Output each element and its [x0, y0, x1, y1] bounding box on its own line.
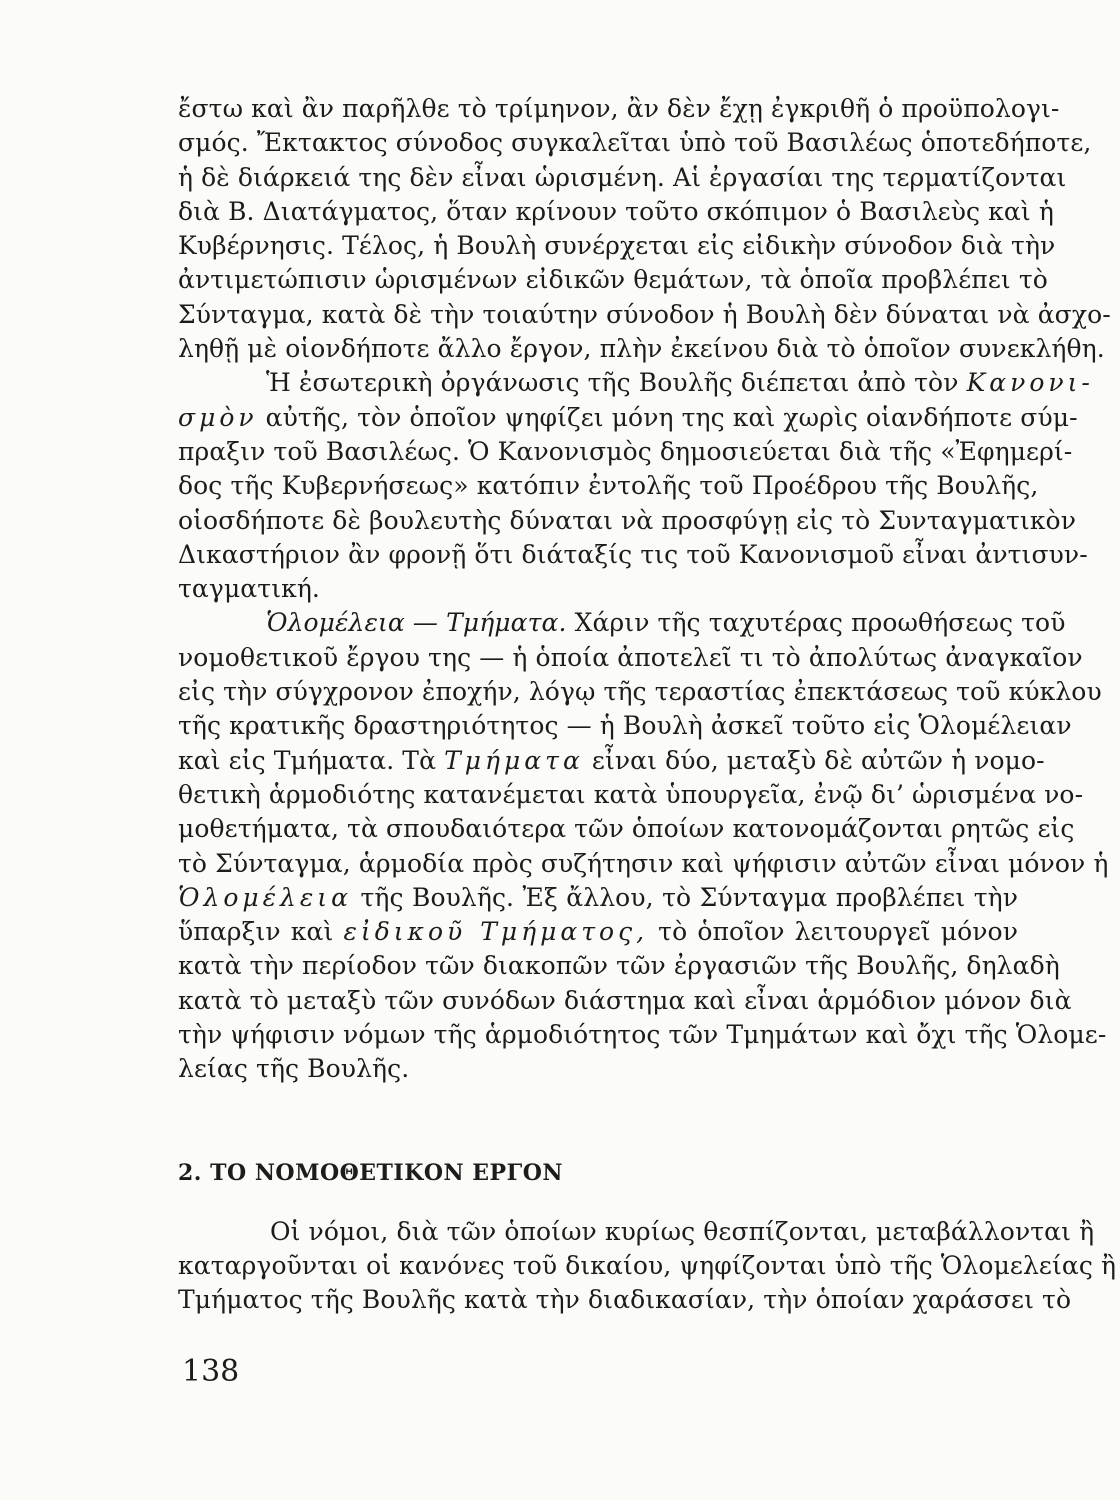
text-line: δος τῆς Κυβερνήσεως» κατόπιν ἐντολῆς τοῦ Προέδρου τῆς Βουλῆς, [178, 471, 1039, 501]
text-run: τὸ ὁποῖον λειτουργεῖ μόνον [658, 917, 1019, 947]
text-line: ταγματική. [178, 574, 320, 604]
text-run: καὶ εἰς Τμήματα. Τὰ [178, 745, 437, 775]
text-line: διὰ Β. Διατάγματος, ὅταν κρίνουν τοῦτο σκόπιμον ὁ Βασιλεὺς καὶ ἡ [178, 196, 1054, 226]
text-line: Κυβέρνησις. Τέλος, ἡ Βουλὴ συνέρχεται εἰς εἰδικὴν σύνοδον διὰ τὴν [178, 231, 1056, 261]
text-line: Οἱ νόμοι, διὰ τῶν ὁποίων κυρίως θεσπίζονται, μεταβάλλονται ἢ [270, 1216, 1095, 1246]
paragraph-2 [178, 366, 1094, 606]
text-line: μοθετήματα, τὰ σπουδαιότερα τῶν ὁποίων κατονομάζονται ρητῶς εἰς [178, 814, 1075, 844]
emphasis-term: Ὁλομέλεια [178, 882, 352, 912]
page-number: 138 [182, 1354, 240, 1389]
text-line: τῆς κρατικῆς δραστηριότητος — ἡ Βουλὴ ἀσκεῖ τοῦτο εἰς Ὁλομέλειαν [178, 711, 1072, 741]
page-body [178, 92, 1117, 1318]
text-line: νομοθετικοῦ ἔργου της — ἡ ὁποία ἀποτελεῖ τι τὸ ἀπολύτως ἀναγκαῖον [178, 642, 1083, 672]
text-line: Σύνταγμα, κατὰ δὲ τὴν τοιαύτην σύνοδον ἡ Βουλὴ δὲν δύναται νὰ ἀσχο- [178, 299, 1111, 329]
text-line [178, 366, 1094, 400]
emphasis-term: σμὸν [178, 402, 258, 432]
text-line: σμός. Ἔκτακτος σύνοδος συγκαλεῖται ὑπὸ τοῦ Βασιλέως ὁποτεδήποτε, [178, 128, 1092, 158]
text-line [178, 606, 1066, 640]
paragraph-3 [178, 606, 1109, 1086]
text-line: τὸ Σύνταγμα, ἁρμοδία πρὸς συζήτησιν καὶ ψήφισιν αὐτῶν εἶναι μόνον ἡ [178, 848, 1109, 878]
text-line [178, 744, 1045, 778]
emphasis-term: εἰδικοῦ Τμήματος, [343, 917, 649, 947]
text-line: πραξιν τοῦ Βασιλέως. Ὁ Κανονισμὸς δημοσιεύεται διὰ τῆς «Ἐφημερί- [178, 436, 1073, 466]
text-run: εἶναι δύο, μεταξὺ δὲ αὐτῶν ἡ νομο- [591, 745, 1045, 775]
section-heading: 2. ΤΟ ΝΟΜΟΘΕΤΙΚΟΝ ΕΡΓΟΝ [178, 1159, 563, 1186]
text-line: Τμήματος τῆς Βουλῆς κατὰ τὴν διαδικασίαν, τὴν ὁποίαν χαράσσει τὸ [178, 1285, 1072, 1315]
text-run: Χάριν τῆς ταχυτέρας προωθήσεως τοῦ [574, 608, 1066, 638]
text-line [178, 915, 1018, 949]
text-run: αὐτῆς, τὸν ὁποῖον ψηφίζει μόνη της καὶ χωρὶς οἱανδήποτε σύμ- [265, 402, 1078, 432]
text-line: κατὰ τὴν περίοδον τῶν διακοπῶν τῶν ἐργασιῶν τῆς Βουλῆς, δηλαδὴ [178, 951, 1060, 981]
text-line: λείας τῆς Βουλῆς. [178, 1054, 410, 1084]
text-line: ἔστω καὶ ἂν παρῆλθε τὸ τρίμηνον, ἂν δὲν ἔχῃ ἐγκριθῆ ὁ προϋπολογι- [178, 94, 1060, 123]
emphasis-term: Κανονι- [966, 368, 1094, 398]
paragraph-1 [178, 92, 1111, 366]
text-line: τὴν ψήφισιν νόμων τῆς ἁρμοδιότητος τῶν Τμημάτων καὶ ὄχι τῆς Ὁλομε- [178, 1020, 1107, 1050]
text-line: ἡ δὲ διάρκειά της δὲν εἶναι ὡρισμένη. Αἱ ἐργασίαι της τερματίζονται [178, 162, 1067, 192]
text-line: κατὰ τὸ μεταξὺ τῶν συνόδων διάστημα καὶ εἶναι ἁρμόδιον μόνον διὰ [178, 985, 1072, 1015]
text-line [178, 881, 1018, 915]
section-paragraph [178, 1215, 1117, 1318]
emphasis-term: Τμήματα [444, 745, 584, 775]
text-line: καταργοῦνται οἱ κανόνες τοῦ δικαίου, ψηφίζονται ὑπὸ τῆς Ὁλομελείας ἢ [178, 1250, 1117, 1280]
text-line: ληθῇ μὲ οἱονδήποτε ἄλλο ἔργον, πλὴν ἐκείνου διὰ τὸ ὁποῖον συνεκλήθη. [178, 334, 1105, 364]
text-run: Ἡ ἐσωτερικὴ ὀργάνωσις τῆς Βουλῆς διέπεται ἀπὸ τὸν [266, 368, 959, 398]
text-run: ὕπαρξιν καὶ [178, 917, 334, 947]
text-line: οἱοσδήποτε δὲ βουλευτὴς δύναται νὰ προσφύγῃ εἰς τὸ Συνταγματικὸν [178, 505, 1077, 535]
subsection-title: Ὁλομέλεια — Τμήματα. [266, 608, 567, 638]
text-line: θετικὴ ἁρμοδιότης κατανέμεται κατὰ ὑπουργεῖα, ἐνῷ δι’ ὡρισμένα νο- [178, 779, 1084, 809]
text-line: Δικαστήριον ἂν φρονῇ ὅτι διάταξίς τις τοῦ Κανονισμοῦ εἶναι ἀντισυν- [178, 539, 1088, 569]
text-line: ἀντιμετώπισιν ὡρισμένων εἰδικῶν θεμάτων, τὰ ὁποῖα προβλέπει τὸ [178, 265, 1048, 295]
text-line [178, 401, 1078, 435]
text-line: εἰς τὴν σύγχρονον ἐποχήν, λόγῳ τῆς τεραστίας ἐπεκτάσεως τοῦ κύκλου [178, 677, 1102, 707]
text-run: τῆς Βουλῆς. Ἐξ ἄλλου, τὸ Σύνταγμα προβλέπει τὴν [360, 882, 1019, 912]
